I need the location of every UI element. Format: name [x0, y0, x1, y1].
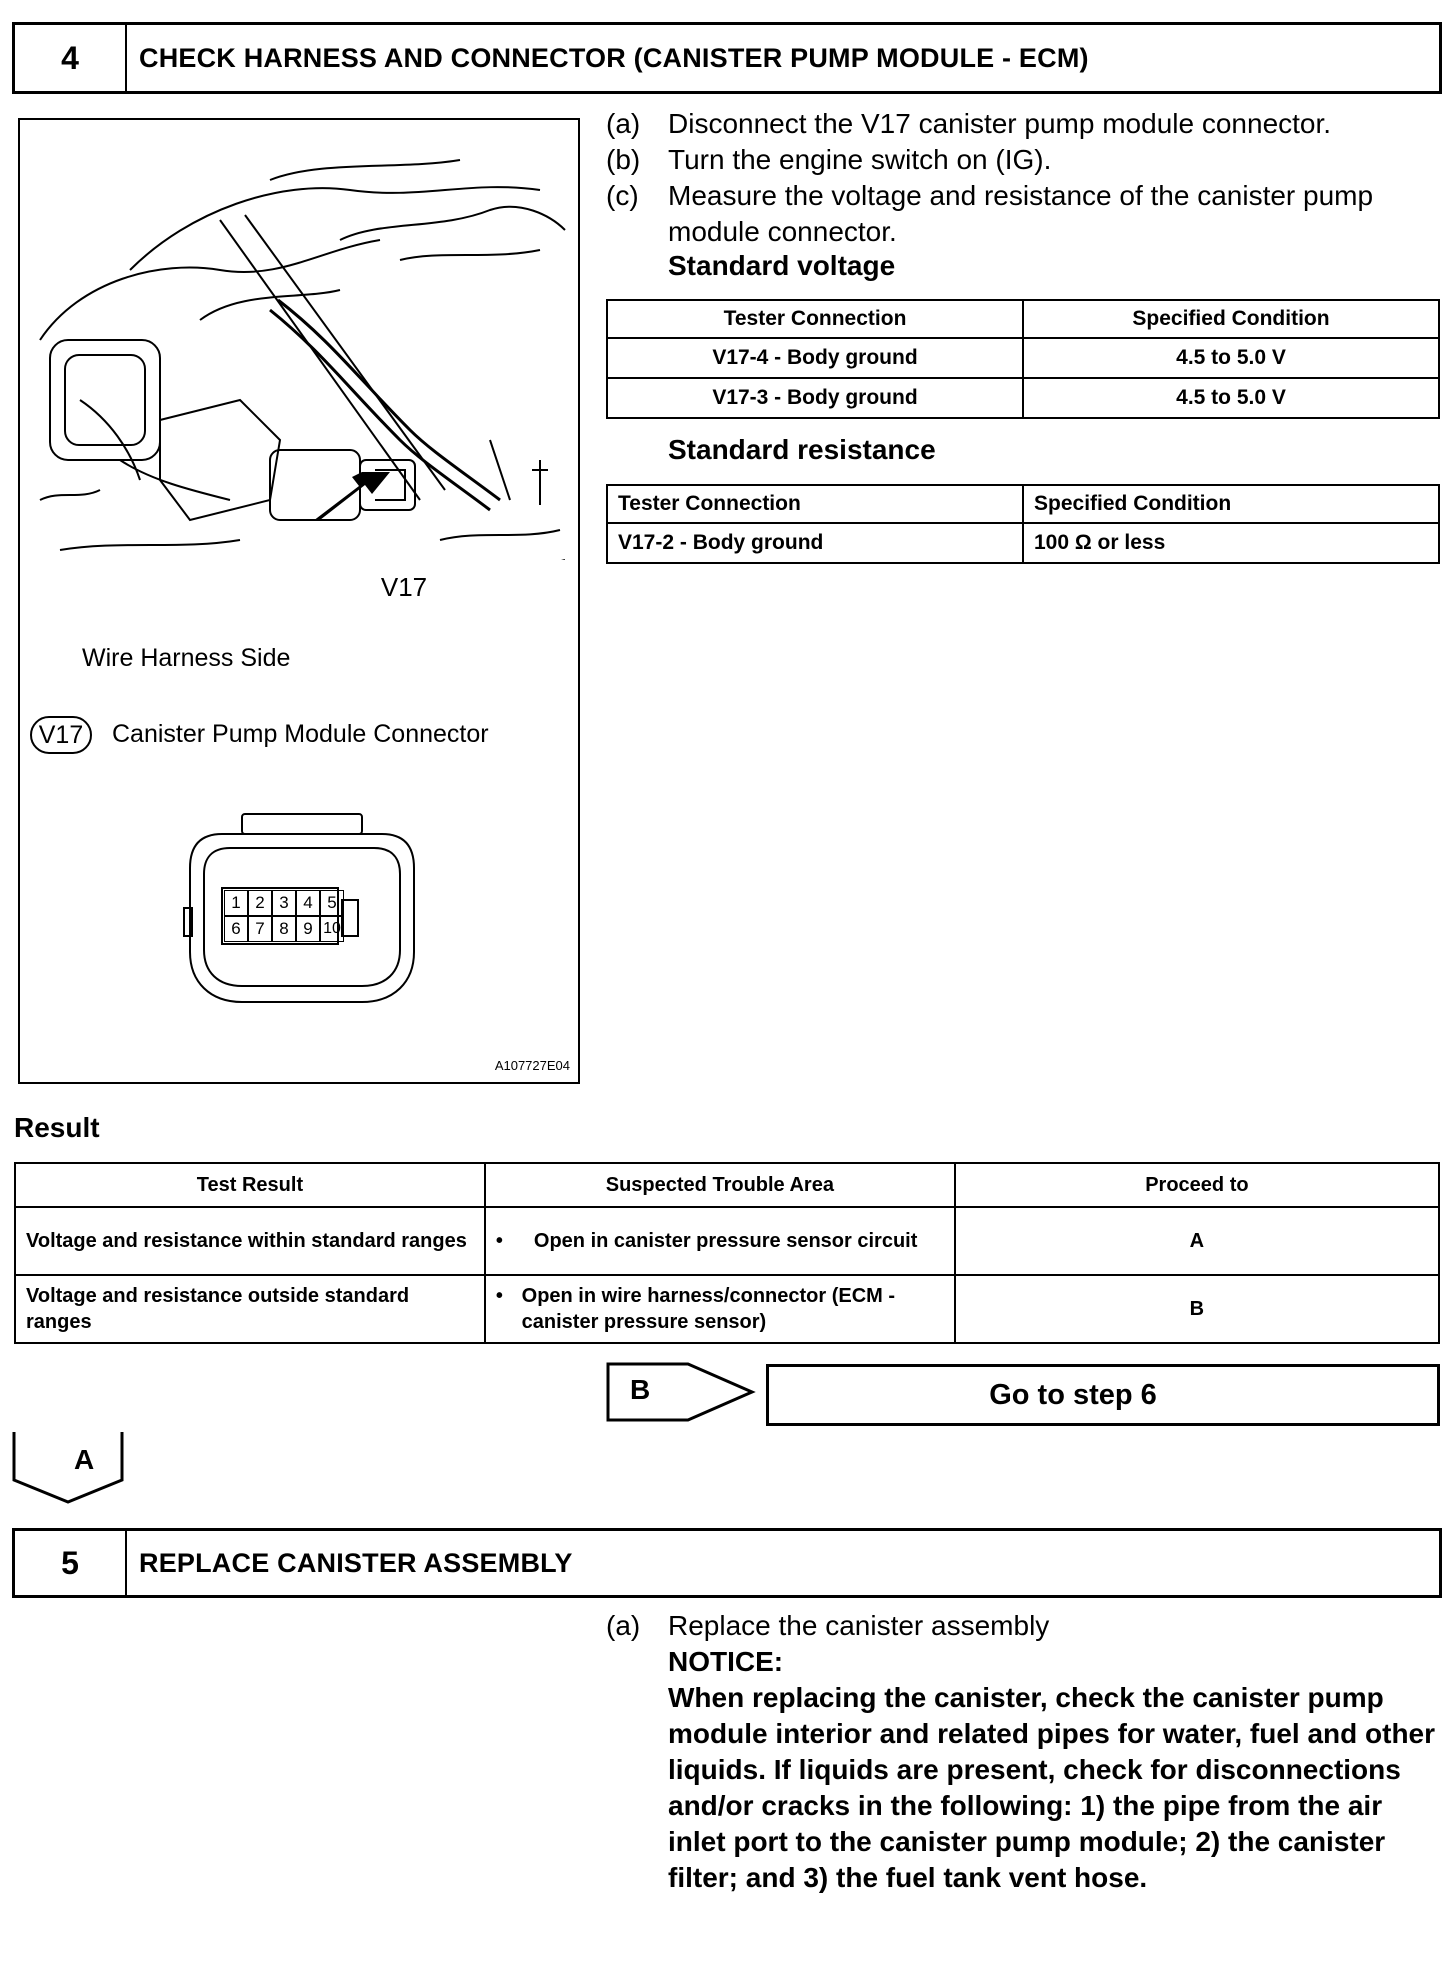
instruction-text: Turn the engine switch on (IG).: [668, 144, 1052, 175]
connector-figure: [18, 118, 580, 1084]
connector-badge: [30, 716, 92, 754]
table-row: [607, 378, 1439, 418]
table-cell: V17-4 - Body ground: [607, 338, 1023, 378]
connector-badge-text: V17: [38, 720, 84, 749]
step-5-instructions: [606, 1608, 1440, 1896]
step-number: 4: [15, 25, 127, 91]
table-cell: 4.5 to 5.0 V: [1023, 378, 1439, 418]
table-cell: [485, 1207, 955, 1275]
table-cell: V17-3 - Body ground: [607, 378, 1023, 418]
table-row: [607, 523, 1439, 563]
result-table: [14, 1162, 1440, 1344]
std-voltage-table: [606, 299, 1440, 419]
table-row: [607, 338, 1439, 378]
header-cell: Proceed to: [955, 1163, 1439, 1207]
instruction-text: Replace the canister assembly: [668, 1610, 1050, 1641]
step-5-header: [12, 1528, 1442, 1598]
header-cell: Tester Connection: [607, 485, 1023, 523]
instruction-text: Measure the voltage and resistance of the canister pump module connector.: [668, 180, 1374, 247]
table-cell: Voltage and resistance outside standard ranges: [15, 1275, 485, 1343]
connector-pin-grid: [224, 890, 344, 942]
pin-2: 2: [248, 890, 272, 916]
bullet: •: [495, 1230, 503, 1252]
pin-4: 4: [296, 890, 320, 916]
area-text: Open in wire harness/connector (ECM - canister pressure sensor): [521, 1285, 896, 1333]
header-cell: Tester Connection: [607, 300, 1023, 338]
std-voltage-heading: Standard voltage: [668, 250, 896, 281]
table-header-row: [607, 485, 1439, 523]
figure-code: A107727E04: [494, 1058, 570, 1073]
pin-1: 1: [224, 890, 248, 916]
branch-b-arrow: [606, 1362, 756, 1422]
pin-7: 7: [248, 916, 272, 942]
step-4-header: [12, 22, 1442, 94]
std-resistance-table: [606, 484, 1440, 564]
std-resistance-heading: Standard resistance: [668, 434, 936, 465]
table-header-row: [607, 300, 1439, 338]
table-cell: 100 Ω or less: [1023, 523, 1439, 563]
area-text: Open in canister pressure sensor circuit: [533, 1230, 918, 1252]
instruction-label: (a): [606, 108, 641, 139]
table-header-row: [15, 1163, 1439, 1207]
go-to-step-6-box: [766, 1364, 1440, 1426]
instruction-a: [606, 1608, 1440, 1896]
pin-8: 8: [272, 916, 296, 942]
step-title: CHECK HARNESS AND CONNECTOR (CANISTER PUMP MODULE - ECM): [139, 42, 1089, 73]
result-heading: Result: [14, 1112, 100, 1143]
instruction-label: (c): [606, 180, 639, 211]
bullet: •: [495, 1285, 503, 1307]
step-number: 5: [15, 1531, 127, 1595]
table-cell: V17-2 - Body ground: [607, 523, 1023, 563]
connector-label: Canister Pump Module Connector: [112, 720, 489, 748]
instruction-text: Disconnect the V17 canister pump module connector.: [668, 108, 1332, 139]
header-cell: Test Result: [15, 1163, 485, 1207]
table-cell: [485, 1275, 955, 1343]
table-cell: B: [955, 1275, 1439, 1343]
notice-text: When replacing the canister, check the canister pump module interior and related pipes for water, fuel and other liquids. If liquids are present, check for disconnections and/or cracks in the following: 1) the pipe from the air inlet port to the canister pump module; 2) the canister filter; and 3) the fuel tank vent hose.: [668, 1682, 1436, 1893]
callout-label: V17: [380, 572, 428, 602]
table-cell: Voltage and resistance within standard ranges: [15, 1207, 485, 1275]
header-cell: Suspected Trouble Area: [485, 1163, 955, 1207]
branch-a-letter: A: [74, 1444, 95, 1475]
instruction-b: [606, 142, 1446, 178]
step-title: REPLACE CANISTER ASSEMBLY: [139, 1547, 573, 1578]
branch-a-arrow: [12, 1430, 126, 1506]
step-4-instructions: [606, 106, 1446, 250]
pin-9: 9: [296, 916, 320, 942]
branch-b-letter: B: [630, 1374, 651, 1405]
pin-3: 3: [272, 890, 296, 916]
table-row: [15, 1207, 1439, 1275]
pin-6: 6: [224, 916, 248, 942]
notice-heading: NOTICE:: [668, 1646, 784, 1677]
wire-harness-side-label: Wire Harness Side: [82, 644, 291, 672]
pin-10: 10: [320, 916, 344, 942]
header-cell: Specified Condition: [1023, 300, 1439, 338]
go-to-step-text: Go to step 6: [989, 1378, 1157, 1411]
table-cell: 4.5 to 5.0 V: [1023, 338, 1439, 378]
pin-5: 5: [320, 890, 344, 916]
engine-illustration: [20, 120, 578, 560]
table-row: [15, 1275, 1439, 1343]
instruction-label: (a): [606, 1610, 641, 1641]
header-cell: Specified Condition: [1023, 485, 1439, 523]
table-cell: A: [955, 1207, 1439, 1275]
instruction-a: [606, 106, 1446, 142]
instruction-label: (b): [606, 144, 641, 175]
instruction-c: [606, 178, 1446, 250]
